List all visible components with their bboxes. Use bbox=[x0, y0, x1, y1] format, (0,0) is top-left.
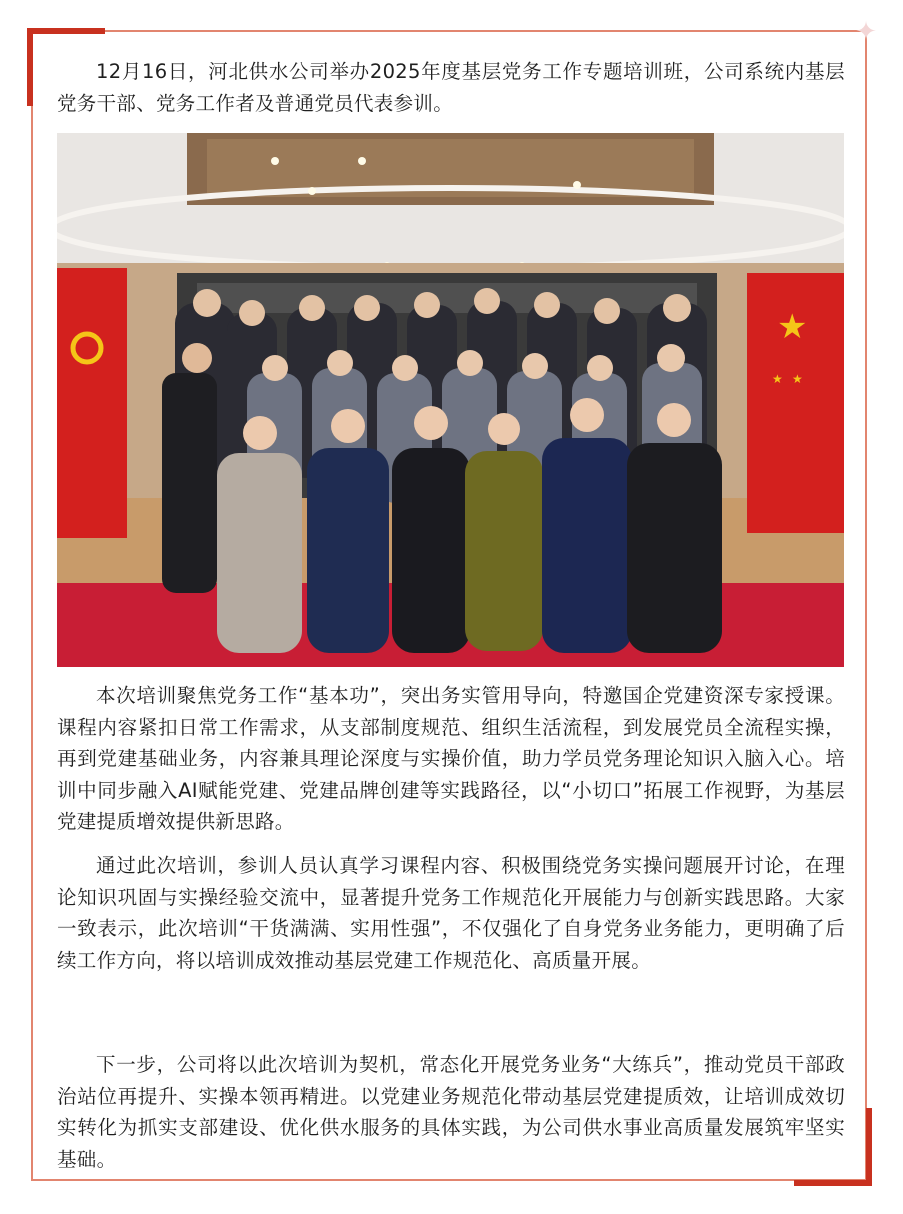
paragraph-training-outcome: 通过此次培训，参训人员认真学习课程内容、积极围绕党务实操问题展开讨论，在理论知识巩固与实操经验交流中，显著提升党务工作规范化开展能力与创新实践思路。大家一致表示，此次培训“干货满满、实用性强”，不仅强化了自身党务业务能力，更明确了后续工作方向，将以培训成效推动基层党建工作规范化、高质量开展。 bbox=[57, 854, 845, 972]
paragraph-intro: 12月16日，河北供水公司举办2025年度基层党务工作专题培训班，公司系统内基层党务干部、党务工作者及普通党员代表参训。 bbox=[57, 60, 845, 115]
svg-text:★: ★ bbox=[792, 372, 803, 386]
corner-accent-top-left-horizontal bbox=[27, 28, 105, 34]
corner-accent-bottom-right-horizontal bbox=[794, 1180, 872, 1186]
corner-accent-top-left bbox=[27, 28, 33, 106]
sparkle-icon: ✦ bbox=[855, 17, 877, 47]
svg-text:★: ★ bbox=[777, 307, 808, 347]
corner-accent-bottom-right bbox=[866, 1108, 872, 1186]
group-photo bbox=[57, 133, 844, 667]
svg-text:★: ★ bbox=[772, 372, 783, 386]
paragraph-next-steps: 下一步，公司将以此次培训为契机，常态化开展党务业务“大练兵”，推动党员干部政治站位再提升、实操本领再精进。以党建业务规范化带动基层党建提质效，让培训成效切实转化为抓实支部建设、优化供水服务的具体实践，为公司供水事业高质量发展筑牢坚实基础。 bbox=[57, 1053, 845, 1171]
paragraph-training-content: 本次培训聚焦党务工作“基本功”，突出务实管用导向，特邀国企党建资深专家授课。课程内容紧扣日常工作需求，从支部制度规范、组织生活流程，到发展党员全流程实操，再到党建基础业务，内容兼具理论深度与实操价值，助力学员党务理论知识入脑入心。培训中同步融入AI赋能党建、党建品牌创建等实践路径，以“小切口”拓展工作视野，为基层党建提质增效提供新思路。 bbox=[57, 684, 845, 833]
